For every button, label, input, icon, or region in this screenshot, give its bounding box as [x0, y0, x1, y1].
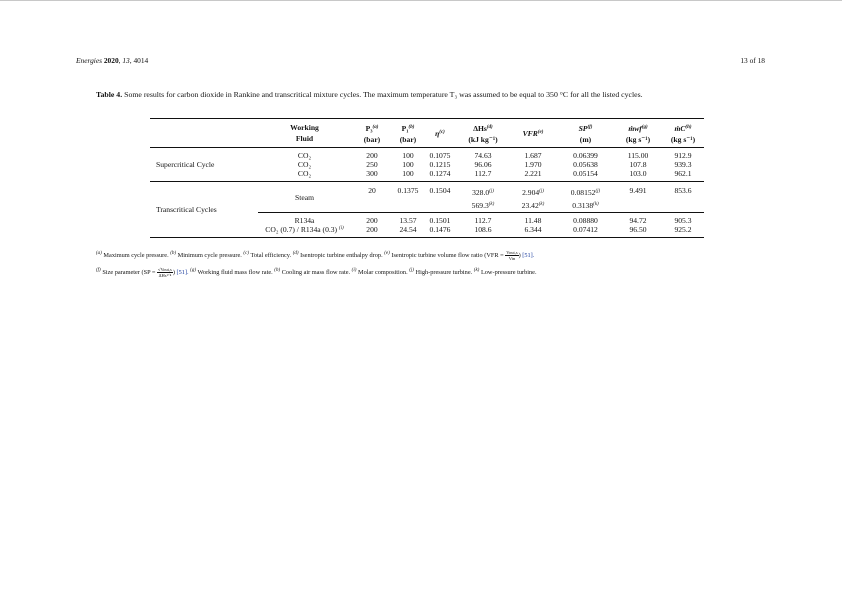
cell-sp-steam: [557, 182, 614, 213]
col-unit-dhs: (kJ kg⁻¹): [468, 134, 498, 144]
cell-dhs-steam: [457, 182, 509, 213]
cell-dhs: 74.63: [474, 151, 492, 160]
value-hp: 0.08152: [570, 188, 596, 197]
col-unit-p1: (bar): [399, 134, 417, 144]
note-mark: (k): [593, 202, 599, 207]
note-mark: (b): [170, 251, 177, 256]
cell-vfr: 1.970: [524, 160, 542, 169]
footnote-f-close: ): [172, 269, 175, 276]
footnote-c: Total efficiency.: [250, 252, 292, 259]
article-number: 4014: [133, 56, 149, 65]
cell-p1: 13.57: [399, 216, 417, 225]
cell-sp: 0.05638: [573, 160, 598, 169]
cell-eta: 0.1075: [429, 151, 451, 160]
page-number: 13 of 18: [740, 56, 765, 65]
cell-p1: 24.54: [399, 225, 417, 234]
note-mark: (j): [409, 268, 414, 273]
col-header-p1: P₁: [401, 123, 409, 133]
value-hp: 2.904: [522, 188, 540, 197]
cell-vfr: 6.344: [524, 225, 542, 234]
cell-p3: 200: [366, 216, 378, 225]
note-mark: (j): [595, 189, 601, 194]
table-row: [150, 148, 704, 161]
table-row-steam: [150, 182, 704, 213]
cell-eta: 0.1476: [429, 225, 451, 234]
cell-p1: 100: [402, 160, 414, 169]
col-header-fluid-1: Working: [290, 123, 319, 132]
note-mark: (j): [489, 189, 494, 194]
cell-fluid: CO₂: [297, 151, 312, 160]
cell-mwf: 9.491: [629, 186, 647, 195]
note-mark: (h): [685, 124, 692, 130]
footnote-d: Isentropic turbine enthalpy drop.: [300, 252, 383, 259]
citation-link[interactable]: [51].: [522, 252, 535, 259]
note-mark: (j): [539, 189, 544, 194]
cell-mwf: 115.00: [627, 151, 649, 160]
footnote-i: Molar composition.: [357, 269, 408, 276]
journal-name: Energies: [76, 56, 102, 65]
footnote-e-close: ): [518, 252, 521, 259]
cell-mwf: 103.0: [629, 169, 647, 178]
cell-p1: 0.1375: [397, 186, 419, 195]
footnote-f: Size parameter (SP =: [102, 269, 156, 276]
cell-sp: 0.08880: [573, 216, 598, 225]
cell-mc: 939.3: [674, 160, 692, 169]
footnote-line-2: [96, 263, 756, 280]
cell-eta: 0.1274: [429, 169, 451, 178]
cell-eta: 0.1501: [429, 216, 451, 225]
cell-p3: 250: [366, 160, 378, 169]
note-mark: (k): [473, 268, 480, 273]
cell-p3: 200: [366, 151, 378, 160]
cell-fluid: CO₂: [297, 169, 312, 178]
note-mark: (c): [243, 251, 249, 256]
note-mark: (k): [538, 202, 545, 207]
cell-fluid: Steam: [295, 192, 314, 202]
cell-fluid: [258, 225, 351, 238]
cell-mwf: 107.8: [629, 160, 647, 169]
col-header-eta: η: [435, 129, 440, 138]
cell-p3: 200: [366, 225, 378, 234]
note-mark: (i): [351, 268, 357, 273]
cell-sp: 0.07412: [573, 225, 598, 234]
note-mark: (a): [96, 251, 102, 256]
cell-eta: 0.1504: [429, 186, 451, 195]
col-header-mc: ṁC: [674, 123, 686, 133]
cell-fluid: CO₂: [297, 160, 312, 169]
note-mark: (i): [339, 226, 344, 231]
footnote-k: Low-pressure turbine.: [480, 269, 537, 276]
table-label: Table 4.: [96, 90, 123, 99]
cell-mc: 925.2: [674, 225, 692, 234]
cell-eta: 0.1215: [429, 160, 451, 169]
note-mark: (h): [274, 268, 281, 273]
fluid-text: CO₂ (0.7) / R134a (0.3): [265, 225, 338, 234]
col-header-fluid-2: Fluid: [295, 134, 314, 143]
note-mark: (f): [587, 124, 593, 130]
cell-vfr: 2.221: [524, 169, 542, 178]
cell-sp: 0.05154: [573, 169, 598, 178]
note-mark: (d): [486, 124, 493, 130]
citation-link[interactable]: [51].: [176, 269, 189, 276]
value-hp: 328.0: [472, 188, 490, 197]
note-mark: (e): [537, 130, 544, 135]
note-mark: (e): [384, 251, 390, 256]
cell-vfr: 11.48: [524, 216, 542, 225]
col-header-vfr: VFR: [522, 129, 538, 138]
cell-p3: 300: [366, 169, 378, 178]
cell-vfr-steam: [509, 182, 557, 213]
note-mark: (d): [292, 251, 299, 256]
note-mark: (k): [488, 202, 495, 207]
cell-dhs: 108.6: [474, 225, 492, 234]
footnote-e: Isentropic turbine volume flow ratio (VFR =: [391, 252, 504, 259]
col-unit-sp: (m): [579, 134, 592, 144]
cell-mwf: 94.72: [629, 216, 647, 225]
running-header-citation: Energies 2020, 13, 4014: [76, 56, 149, 65]
cell-sp: 0.06399: [573, 151, 598, 160]
cell-mwf: 96.50: [629, 225, 647, 234]
table-caption-text: Some results for carbon dioxide in Rankine and transcritical mixture cycles. The maximum temperature T₃ was assumed to be equal to 350 °C for all the listed cycles.: [124, 90, 643, 99]
sp-denominator: ΔHs¹ᐟ⁴: [158, 273, 172, 279]
value-lp: 569.3: [471, 201, 489, 210]
cell-mc: 912.9: [674, 151, 692, 160]
footnote-g: Working fluid mass flow rate.: [197, 269, 273, 276]
note-mark: (g): [190, 268, 197, 273]
cell-mc: 905.3: [674, 216, 692, 225]
table-footnotes: [96, 246, 756, 280]
table-header-row-1: [150, 119, 704, 134]
cell-mc: 962.1: [674, 169, 692, 178]
col-header-mwf: ṁwf: [628, 123, 642, 133]
value-lp: 0.3138: [572, 201, 594, 210]
vfr-denominator: Vin: [508, 256, 516, 262]
col-header-p3: P₃: [365, 123, 373, 133]
cell-fluid: R134a: [294, 216, 315, 225]
table-caption: [96, 89, 756, 101]
footnote-h: Cooling air mass flow rate.: [281, 269, 351, 276]
col-header-dhs: ΔHs: [473, 123, 487, 133]
group-label-transcritical: Transcritical Cycles: [150, 182, 258, 238]
journal-year: 2020: [103, 56, 119, 65]
cell-dhs: 112.7: [474, 216, 492, 225]
sp-fraction: [157, 267, 173, 278]
cell-p3: 20: [368, 186, 376, 195]
footnote-j: High-pressure turbine.: [415, 269, 473, 276]
group-label-supercritical: Supercritical Cycle: [156, 160, 215, 169]
cell-dhs: 96.06: [474, 160, 492, 169]
cell-p1: 100: [402, 169, 414, 178]
cell-dhs: 112.7: [474, 169, 492, 178]
journal-volume: 13: [122, 56, 130, 65]
footnote-b: Minimum cycle pressure.: [177, 252, 242, 259]
vfr-numerator: Vout,s: [506, 250, 518, 256]
value-lp: 23.42: [521, 201, 539, 210]
col-unit-mwf: (kg s⁻¹): [625, 134, 651, 144]
footnote-line-1: [96, 246, 756, 263]
note-mark: (f): [96, 268, 101, 273]
vfr-fraction: [505, 250, 518, 261]
footnote-a: Maximum cycle pressure.: [103, 252, 169, 259]
cell-vfr: 1.687: [524, 151, 542, 160]
cell-mc: 853.6: [674, 186, 692, 195]
cell-p1: 100: [402, 151, 414, 160]
col-unit-p3: (bar): [363, 134, 381, 144]
col-header-sp: SP: [578, 123, 588, 133]
results-table: [150, 118, 704, 238]
note-mark: (g): [641, 124, 648, 130]
note-mark: (b): [408, 124, 415, 130]
note-mark: (a): [372, 124, 379, 130]
col-unit-mc: (kg s⁻¹): [670, 134, 696, 144]
top-border-line: [0, 0, 842, 1]
note-mark: (c): [439, 130, 445, 135]
sp-numerator: √Vout,s: [158, 267, 172, 273]
